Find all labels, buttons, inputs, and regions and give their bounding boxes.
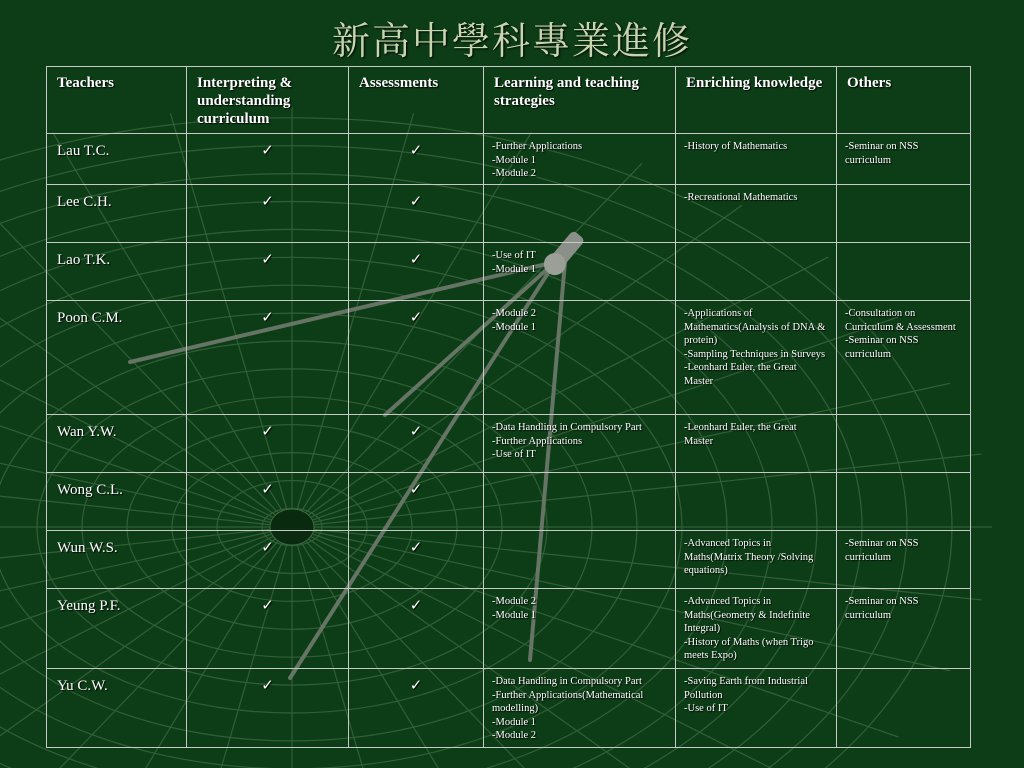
table-row bbox=[47, 473, 971, 531]
assessments-cell bbox=[349, 243, 484, 301]
check-icon: ✓ bbox=[409, 482, 423, 498]
assessments-cell bbox=[349, 669, 484, 748]
header-enriching: Enriching knowledge bbox=[676, 67, 837, 134]
interpreting-cell bbox=[187, 589, 349, 669]
teacher-cell: Wong C.L. bbox=[47, 473, 187, 531]
list-item: -Further Applications bbox=[492, 435, 583, 447]
list-item: -Module 1 bbox=[492, 321, 537, 333]
enriching-cell bbox=[676, 669, 837, 748]
check-icon: ✓ bbox=[261, 310, 274, 326]
interpreting-cell bbox=[187, 301, 349, 415]
header-strategies: Learning and teaching strategies bbox=[484, 67, 676, 134]
others-cell bbox=[837, 185, 971, 243]
check-icon: ✓ bbox=[409, 143, 423, 159]
list-item: -Leonhard Euler, the Great Master bbox=[684, 422, 797, 447]
enriching-cell bbox=[676, 473, 837, 531]
check-icon: ✓ bbox=[409, 310, 423, 326]
table-row bbox=[47, 243, 971, 301]
teacher-cell: Lee C.H. bbox=[47, 185, 187, 243]
strategies-cell bbox=[484, 531, 676, 589]
strategies-cell bbox=[484, 301, 676, 415]
list-item: -Module 1 bbox=[492, 263, 537, 275]
interpreting-cell bbox=[187, 669, 349, 748]
table-row bbox=[47, 301, 971, 415]
list-item: -Recreational Mathematics bbox=[684, 192, 798, 203]
others-cell bbox=[837, 669, 971, 748]
check-icon: ✓ bbox=[409, 540, 423, 556]
enriching-cell bbox=[676, 531, 837, 589]
strategies-cell bbox=[484, 185, 676, 243]
list-item: -Advanced Topics in Maths(Matrix Theory /Solving equations) bbox=[684, 538, 814, 577]
table-row bbox=[47, 185, 971, 243]
list-item: -Data Handling in Compulsory Part bbox=[492, 676, 642, 687]
interpreting-cell bbox=[187, 134, 349, 185]
assessments-cell bbox=[349, 473, 484, 531]
list-item: -Further Applications bbox=[492, 141, 583, 152]
teacher-cell: Yeung P.F. bbox=[47, 589, 187, 669]
enriching-cell bbox=[676, 301, 837, 415]
list-item: -Further Applications(Mathematical modelling) bbox=[492, 689, 644, 715]
table-row bbox=[47, 531, 971, 589]
others-cell bbox=[837, 415, 971, 473]
check-icon: ✓ bbox=[409, 424, 423, 440]
list-item: -Leonhard Euler, the Great Master bbox=[684, 362, 797, 387]
interpreting-cell bbox=[187, 473, 349, 531]
list-item: -Use of IT bbox=[492, 449, 536, 461]
assessments-cell bbox=[349, 415, 484, 473]
list-item: -Seminar on NSS curriculum bbox=[845, 335, 919, 360]
interpreting-cell bbox=[187, 243, 349, 301]
header-interpreting: Interpreting & understanding curriculum bbox=[187, 67, 349, 134]
teacher-cell: Wun W.S. bbox=[47, 531, 187, 589]
check-icon: ✓ bbox=[261, 678, 274, 694]
others-cell bbox=[837, 473, 971, 531]
list-item: -Module 2 bbox=[492, 168, 537, 180]
check-icon: ✓ bbox=[409, 678, 423, 694]
list-item: -Seminar on NSS curriculum bbox=[845, 596, 919, 621]
interpreting-cell bbox=[187, 185, 349, 243]
list-item: -Module 2 bbox=[492, 730, 537, 742]
table-row bbox=[47, 669, 971, 748]
assessments-cell bbox=[349, 134, 484, 185]
enriching-cell bbox=[676, 134, 837, 185]
page-title: 新高中學科專業進修 bbox=[331, 19, 692, 63]
interpreting-cell bbox=[187, 415, 349, 473]
enriching-cell bbox=[676, 185, 837, 243]
header-others: Others bbox=[837, 67, 971, 134]
list-item: -Module 1 bbox=[492, 609, 537, 621]
list-item: -Use of IT bbox=[684, 703, 728, 715]
teacher-cell: Yu C.W. bbox=[47, 669, 187, 748]
list-item: -Seminar on NSS curriculum bbox=[845, 538, 919, 563]
list-item: -Saving Earth from Industrial Pollution bbox=[684, 676, 808, 701]
strategies-cell bbox=[484, 243, 676, 301]
check-icon: ✓ bbox=[261, 540, 274, 556]
list-item: -Data Handling in Compulsory Part bbox=[492, 422, 642, 433]
list-item: -Module 2 bbox=[492, 308, 537, 319]
teacher-cell: Lau T.C. bbox=[47, 134, 187, 185]
teacher-cell: Lao T.K. bbox=[47, 243, 187, 301]
strategies-cell bbox=[484, 134, 676, 185]
list-item: -History of Maths (when Trigo meets Expo) bbox=[684, 636, 814, 662]
check-icon: ✓ bbox=[261, 252, 274, 268]
list-item: -Advanced Topics in Maths(Geometry & Indefinite Integral) bbox=[684, 596, 810, 635]
check-icon: ✓ bbox=[261, 482, 274, 498]
teacher-cell: Poon C.M. bbox=[47, 301, 187, 415]
assessments-cell bbox=[349, 531, 484, 589]
others-cell bbox=[837, 134, 971, 185]
list-item: -Sampling Techniques in Surveys bbox=[684, 348, 826, 360]
strategies-cell bbox=[484, 473, 676, 531]
enriching-cell bbox=[676, 589, 837, 669]
strategies-cell bbox=[484, 415, 676, 473]
check-icon: ✓ bbox=[409, 598, 423, 614]
enriching-cell bbox=[676, 415, 837, 473]
table-row bbox=[47, 415, 971, 473]
list-item: -History of Mathematics bbox=[684, 141, 788, 152]
table-row bbox=[47, 589, 971, 669]
assessments-cell bbox=[349, 301, 484, 415]
table-row bbox=[47, 134, 971, 185]
check-icon: ✓ bbox=[261, 598, 274, 614]
check-icon: ✓ bbox=[261, 143, 274, 159]
strategies-cell bbox=[484, 669, 676, 748]
others-cell bbox=[837, 589, 971, 669]
others-cell bbox=[837, 301, 971, 415]
training-table bbox=[46, 66, 971, 748]
list-item: -Seminar on NSS curriculum bbox=[845, 141, 919, 166]
list-item: -Module 2 bbox=[492, 596, 537, 607]
assessments-cell bbox=[349, 589, 484, 669]
check-icon: ✓ bbox=[261, 194, 274, 210]
list-item: -Use of IT bbox=[492, 250, 536, 261]
enriching-cell bbox=[676, 243, 837, 301]
check-icon: ✓ bbox=[261, 424, 274, 440]
header-assessments: Assessments bbox=[349, 67, 484, 134]
list-item: -Module 1 bbox=[492, 716, 537, 728]
list-item: -Module 1 bbox=[492, 154, 537, 166]
header-teachers: Teachers bbox=[47, 67, 187, 134]
interpreting-cell bbox=[187, 531, 349, 589]
teacher-cell: Wan Y.W. bbox=[47, 415, 187, 473]
strategies-cell bbox=[484, 589, 676, 669]
assessments-cell bbox=[349, 185, 484, 243]
header-row bbox=[47, 67, 971, 134]
check-icon: ✓ bbox=[409, 194, 423, 210]
others-cell bbox=[837, 531, 971, 589]
list-item: -Applications of Mathematics(Analysis of DNA & protein) bbox=[684, 308, 826, 347]
check-icon: ✓ bbox=[409, 252, 423, 268]
others-cell bbox=[837, 243, 971, 301]
list-item: -Consultation on Curriculum & Assessment bbox=[845, 308, 956, 333]
